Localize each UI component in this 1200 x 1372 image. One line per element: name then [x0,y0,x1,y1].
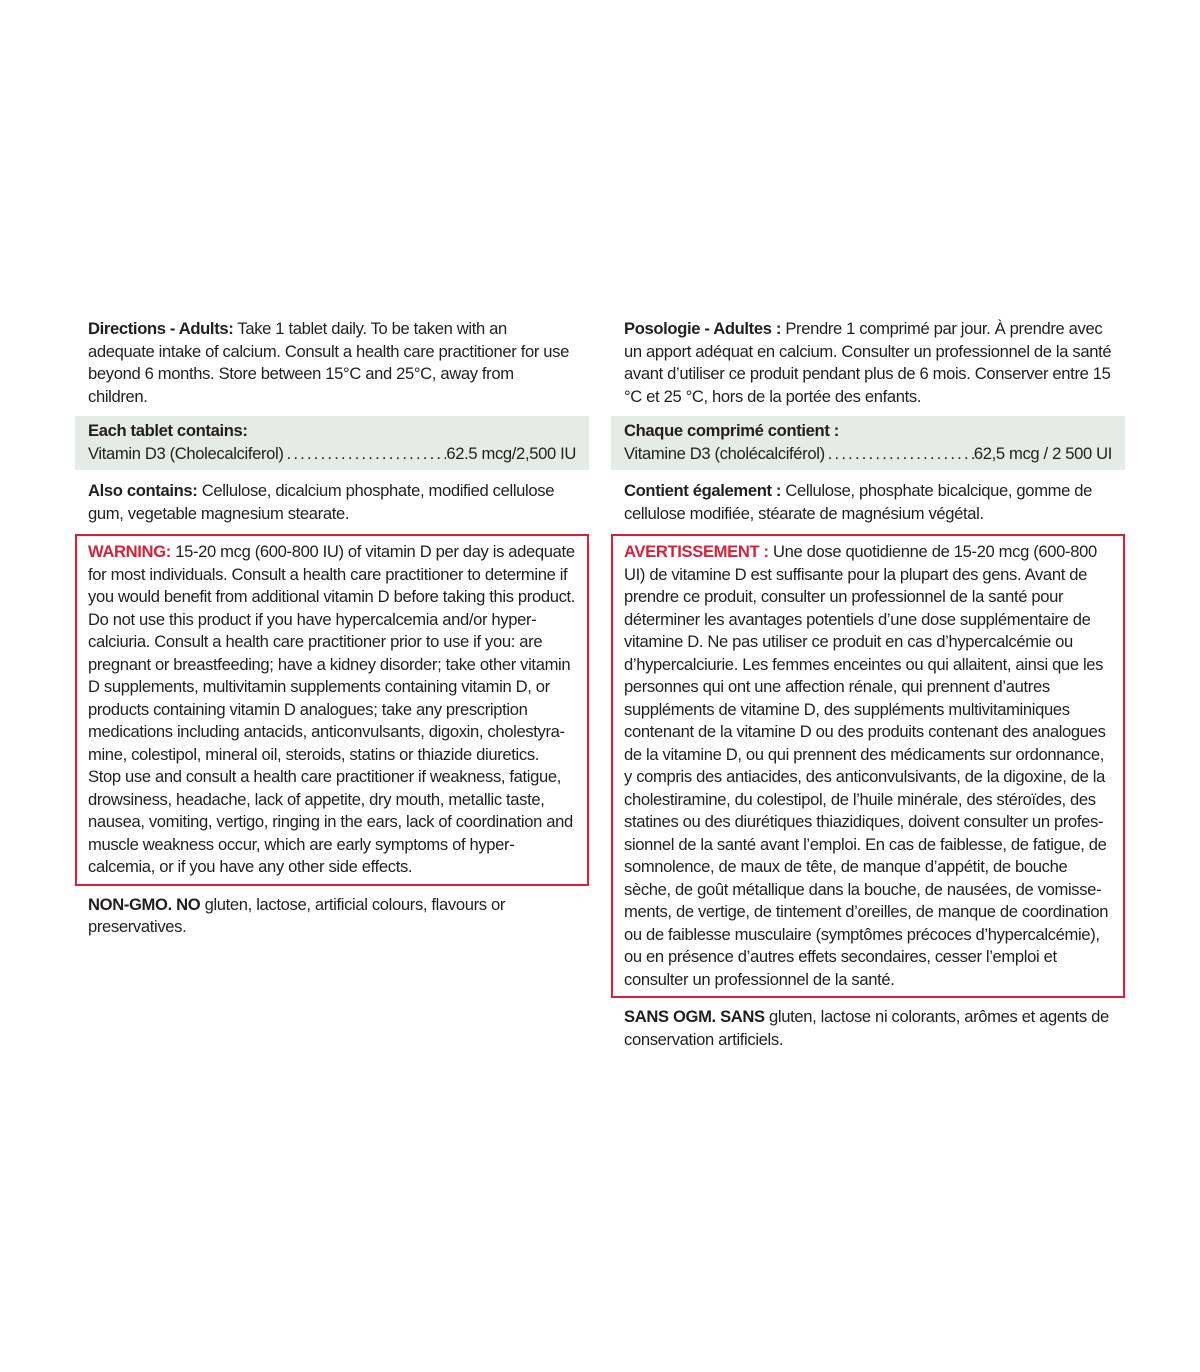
directions-label: Directions - Adults: [88,319,234,338]
leader-dots-fr [825,443,974,466]
sans-ogm-text: gluten, lactose ni colorants, arômes et agents de conservation artificiels. [624,1007,1109,1049]
posologie-text: Prendre 1 comprimé par jour. À prendre avec un apport adéquat en calcium. Consulter un professionnel de la santé avant d’utiliser ce produit pendant plus de 6 mois. Conserver entre 15 °C et 25 °C, hors de la portée des enfants. [624,319,1112,406]
avertissement-text: Une dose quotidienne de 15-20 mcg (600-800 UI) de vitamine D est suffisante pour la plupart des gens. Avant de prendre ce produit, consulter un professionnel de la santé pour déterminer les avantages potentiels d’une dose supplémentaire de vitamine D. Ne pas utiliser ce produit en cas d’hypercalcémie ou d’hypercalciurie. Les femmes enceintes ou qui allaitent, ainsi que les personnes qui ont une affection rénale, qui prennent d’autres suppléments de vitamine D, des suppléments multivitaminiques contenant de la vitamine D ou des produits contenant des analogues de la vitamine D, ou qui prennent des médicaments sur ordonnance, y compris des antiacides, des anticonvulsivants, de la digoxine, de la cholestiramine, du colestipol, de l’huile minérale, des stéroïdes, des statines ou des diurétiques thiazidiques, doivent consulter un professionnel de la santé avant l’emploi. En cas de faiblesse, de fatigue, de somnolence, de maux de tête, de manque d’appétit, de bouche sèche, de goût métallique dans la bouche, de nausées, de vomissements, de vertige, de tintement d’oreilles, de manque de coordination ou de faiblesse musculaire (symptômes précoces d’hypercalcémie), ou en présence d’autres effets secondaires, cesser l’emploi et consulter un professionnel de la santé. [624,542,1109,989]
sans-ogm-label: SANS OGM. SANS [624,1007,765,1026]
posologie-label: Posologie - Adultes : [624,319,782,338]
non-gmo-paragraph [75,894,589,939]
ingredient-amount: 62.5 mcg/2,500 IU [446,443,576,463]
contient-label: Contient également : [624,481,782,500]
avertissement-box [611,534,1125,998]
leader-dots [284,443,447,466]
also-contains-text: Cellulose, dicalcium phosphate, modified cellulose gum, vegetable magnesium stearate. [88,481,555,523]
non-gmo-label: NON-GMO. NO [88,894,201,914]
ingredients-panel-fr [611,416,1125,470]
directions-paragraph [75,318,589,408]
contient-text: Cellulose, phosphate bicalcique, gomme de cellulose modifiée, stéarate de magnésium végétal. [624,481,1093,523]
warning-text: 15-20 mcg (600-800 IU) of vitamin D per day is adequate for most individuals. Consult a health care practitioner to determine if you would benefit from additional vitamin D before taking this product. Do not use this product if you have hypercalcemia and/or hypercalciuria. Consult a health care practitioner prior to use if you: are pregnant or breastfeeding; have a kidney disorder; take other vitamin D supplements, multivitamin supplements containing vitamin D, or products containing vitamin D analogues; take any prescription medications including antacids, anticonvulsants, digoxin, cholestyramine, colestipol, mineral oil, steroids, statins or thiazide diuretics. Stop use and consult a health care practitioner if weakness, fatigue, drowsiness, headache, lack of appetite, dry mouth, metallic taste, nausea, vomiting, vertigo, ringing in the ears, lack of coordination and muscle weakness occur, which are early symptoms of hypercalcemia, or if you have any other side effects. [88,542,576,876]
english-column [75,318,589,939]
contient-paragraph [611,480,1125,525]
ingredient-amount-fr: 62,5 mcg / 2 500 UI [973,443,1112,463]
each-tablet-label: Each tablet contains: [88,421,248,440]
warning-label: WARNING: [88,542,171,561]
ingredients-panel [75,416,589,470]
warning-box [75,534,589,886]
non-gmo-text: gluten, lactose, artificial colours, flavours or preservatives. [88,894,506,936]
each-tablet-heading [88,420,576,443]
ingredient-row-fr [624,443,1112,466]
ingredient-name: Vitamin D3 (Cholecalciferol) [88,443,284,463]
also-contains-paragraph [75,480,589,525]
avertissement-label: AVERTISSEMENT : [624,542,769,561]
posologie-paragraph [611,318,1125,408]
also-contains-label: Also contains: [88,481,198,500]
sans-ogm-paragraph [611,1006,1125,1051]
ingredient-name-fr: Vitamine D3 (cholécalciférol) [624,443,825,463]
french-column [611,318,1125,1051]
directions-text: Take 1 tablet daily. To be taken with an adequate intake of calcium. Consult a health care practitioner for use beyond 6 months. Store between 15°C and 25°C, away from children. [88,319,569,406]
ingredient-row [88,443,576,466]
chaque-comprime-label: Chaque comprimé contient : [624,421,839,440]
chaque-comprime-heading [624,420,1112,443]
